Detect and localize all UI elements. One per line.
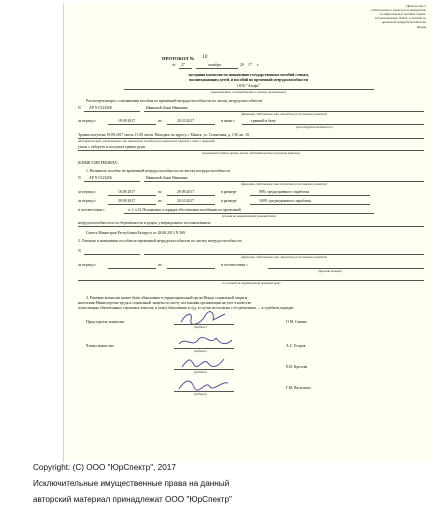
decision-norm-caption: (ссылка на нормативный правовой акт) [221,214,277,218]
member-3-name: Г.М. Васильева [286,386,311,390]
refuse-period-to-line [167,268,215,269]
consider-period-to-line [167,124,215,125]
date-month: октября [208,63,221,67]
council-line: Совета Министров Республики Беларусь от 28.06.2013 N 569. [86,231,187,235]
appendix-line-4: воспитывающим детей, и пособий по [374,16,426,20]
period-1-label: за период с [78,190,97,194]
consider-period-to: 20.10.2017 [177,119,195,123]
appendix-line-2: к Положению о комиссии по назначению [370,8,426,12]
member-1-sign-caption: (подпись) [194,349,207,353]
protocol-subtitle-2: воспитывающим детей, и пособий по временной нетрудоспособности [189,78,308,82]
period-1-to-label: по [158,190,162,194]
scanned-form-page [63,3,432,462]
appendix-line-1: Приложение 2 [406,4,426,8]
period-2-to: 20.10.2017 [177,199,195,203]
member-1-name: А.С. Егоров [286,344,306,348]
member-3-sign-caption: (подпись) [194,392,207,396]
organization-caption: (наименование государственного органа, организации) [211,90,286,94]
chair-label: Председатель комиссии [86,320,125,324]
copyright-line-3: авторский материал принадлежат ООО "ЮрСпектр" [33,495,232,504]
consider-cause-line [242,124,424,125]
refuse-accord-line [268,268,424,269]
decision-person-name: Ивановой Анне Ивановне [146,176,188,180]
members-label: Члены комиссии: [86,344,114,348]
fall-description: упала с табурета и получила травму руки [78,145,145,149]
refuse-sheet-line [84,254,140,255]
regulation-line: нетрудоспособности и по беременности и родам, утвержденного постановлением [78,221,211,225]
decision-sheet-line [84,181,140,182]
date-year-prefix: 20 [240,63,244,67]
chair-name: О.М. Савина [286,320,307,324]
decision-accord-label: в соответствии с [78,208,105,212]
period-1-amount: 80% среднедневного заработка [259,190,310,194]
consider-person-name: Ивановой Анне Ивановне [146,106,188,110]
date-year-suffix: г. [257,63,260,67]
consider-period-to-label: по [158,119,162,123]
refuse-reason-caption: (причина отказа) [318,269,342,273]
copyright-line-2: Исключительные имущественные права на данный [33,479,230,488]
period-1-from: 18.09.2017 [118,190,136,194]
decision-no-label: N [78,176,81,180]
appeal-line-1: 3. Решение комиссии может быть обжаловано в территориальный орган Фонда социальной защиты [86,296,248,300]
decision-item-1: 1. Назначить пособие по временной нетрудоспособности по листку нетрудоспособности [86,169,230,173]
chair-sign-caption: (подпись) [194,325,207,329]
organization-name: ООО "Альфа" [237,84,260,88]
period-2-to-line [167,204,215,205]
decision-heading: КОМИССИЯ РЕШИЛА: [78,161,118,165]
consider-sheet-line [84,111,140,112]
date-month-line [196,68,238,69]
period-1-amount-label: в размере [221,190,237,194]
date-from-label: от [172,63,176,67]
date-year: 17 [248,63,252,67]
period-2-label: за период с [78,199,97,203]
refuse-norm-caption: со ссылкой на нормативный правовой акт) [221,281,281,285]
protocol-title: ПРОТОКОЛ № [162,56,195,61]
consider-period-from: 18.09.2017 [118,119,136,123]
date-day: 27 [181,63,185,67]
refuse-accord-label: в соответствии с [221,263,248,267]
appendix-line-3: государственных пособий семьям, [379,12,426,16]
period-1-to: 29.09.2017 [177,190,195,194]
refuse-period-label: за период с [78,263,97,267]
period-1-amount-line [250,195,370,196]
appeal-line-3: плательщика обязательных страховых взносов, и (или) обжаловано в суд, в случае несогласия с его решением — в судебном порядке. [78,306,295,310]
period-2-amount-label: в размере [221,199,237,203]
consider-text: Рассмотрев вопрос о назначении пособия по временной нетрудоспособности по листку нетрудоспособности [86,99,263,103]
decision-name-caption: (фамилия, собственное имя, отчество (если таковое имеется) [241,182,327,186]
period-2-amount-line [250,204,370,205]
date-day-line [179,68,192,69]
decision-accord-value: ч. 1 п.16 Положения о порядке обеспечения пособиями по временной [128,208,241,212]
protocol-subtitle-1: заседания комиссии по назначению государственных пособий семьям, [188,73,309,77]
copyright-line-1: Copyright: (С) ООО "ЮрСпектр", 2017 [33,463,176,472]
consider-name-caption: (фамилия, собственное имя, отчество (если таковое имеется) [241,112,327,116]
trauma-description: Травма получена 18.09.2017 около 11.00 часов. Находясь по адресу г. Минск, ул. Солнечная, д. 130, кв. 10, [78,133,250,137]
consider-cause: травмой в быту [251,119,277,123]
decision-sheet-number: АР N 0123456 [89,176,112,180]
member-2-name: Е.И. Кротова [286,365,308,369]
period-2-from-line [108,204,156,205]
circumstances-caption-2: (указывается дата, время, место, обстоятельства получения травмы) [202,151,300,155]
consider-cause-label: в связи с [221,119,236,123]
refuse-name-caption: (фамилия, собственное имя, отчество (если таковое имеется) [241,255,327,259]
refuse-no-label: N [78,249,81,253]
period-1-from-line [108,195,156,196]
circumstances-caption: обстоятельства, учитываемые при назначении пособия (при назначении пособия в связи с травмой) [78,139,216,143]
appendix-line-5: временной нетрудоспособности [382,20,426,24]
protocol-number: 10 [202,55,208,60]
period-2-amount: 100% среднедневного заработка [259,199,311,203]
appendix-form: Форма [416,25,426,29]
regulation-underline [78,226,424,227]
period-2-from: 30.09.2017 [118,199,136,203]
refuse-period-to-label: по [158,263,162,267]
period-1-to-line [167,195,215,196]
consider-period-label: за период с [78,119,97,123]
member-2-sign-caption: (подпись) [194,370,207,374]
period-2-to-label: по [158,199,162,203]
consider-period-from-line [108,124,156,125]
consider-sheet-number: АР N 0123456 [89,106,112,110]
consider-cause-caption: (вид нетрудоспособности) [296,125,333,129]
refuse-period-from-line [108,268,156,269]
refuse-item-2: 2. Отказать в назначении пособия по временной нетрудоспособности по листку нетрудоспособности [78,239,242,243]
appeal-line-2: населения Министерства труда и социальной защиты по месту постановки организации на учет в качестве [78,301,252,305]
consider-no-label: N [78,106,81,110]
